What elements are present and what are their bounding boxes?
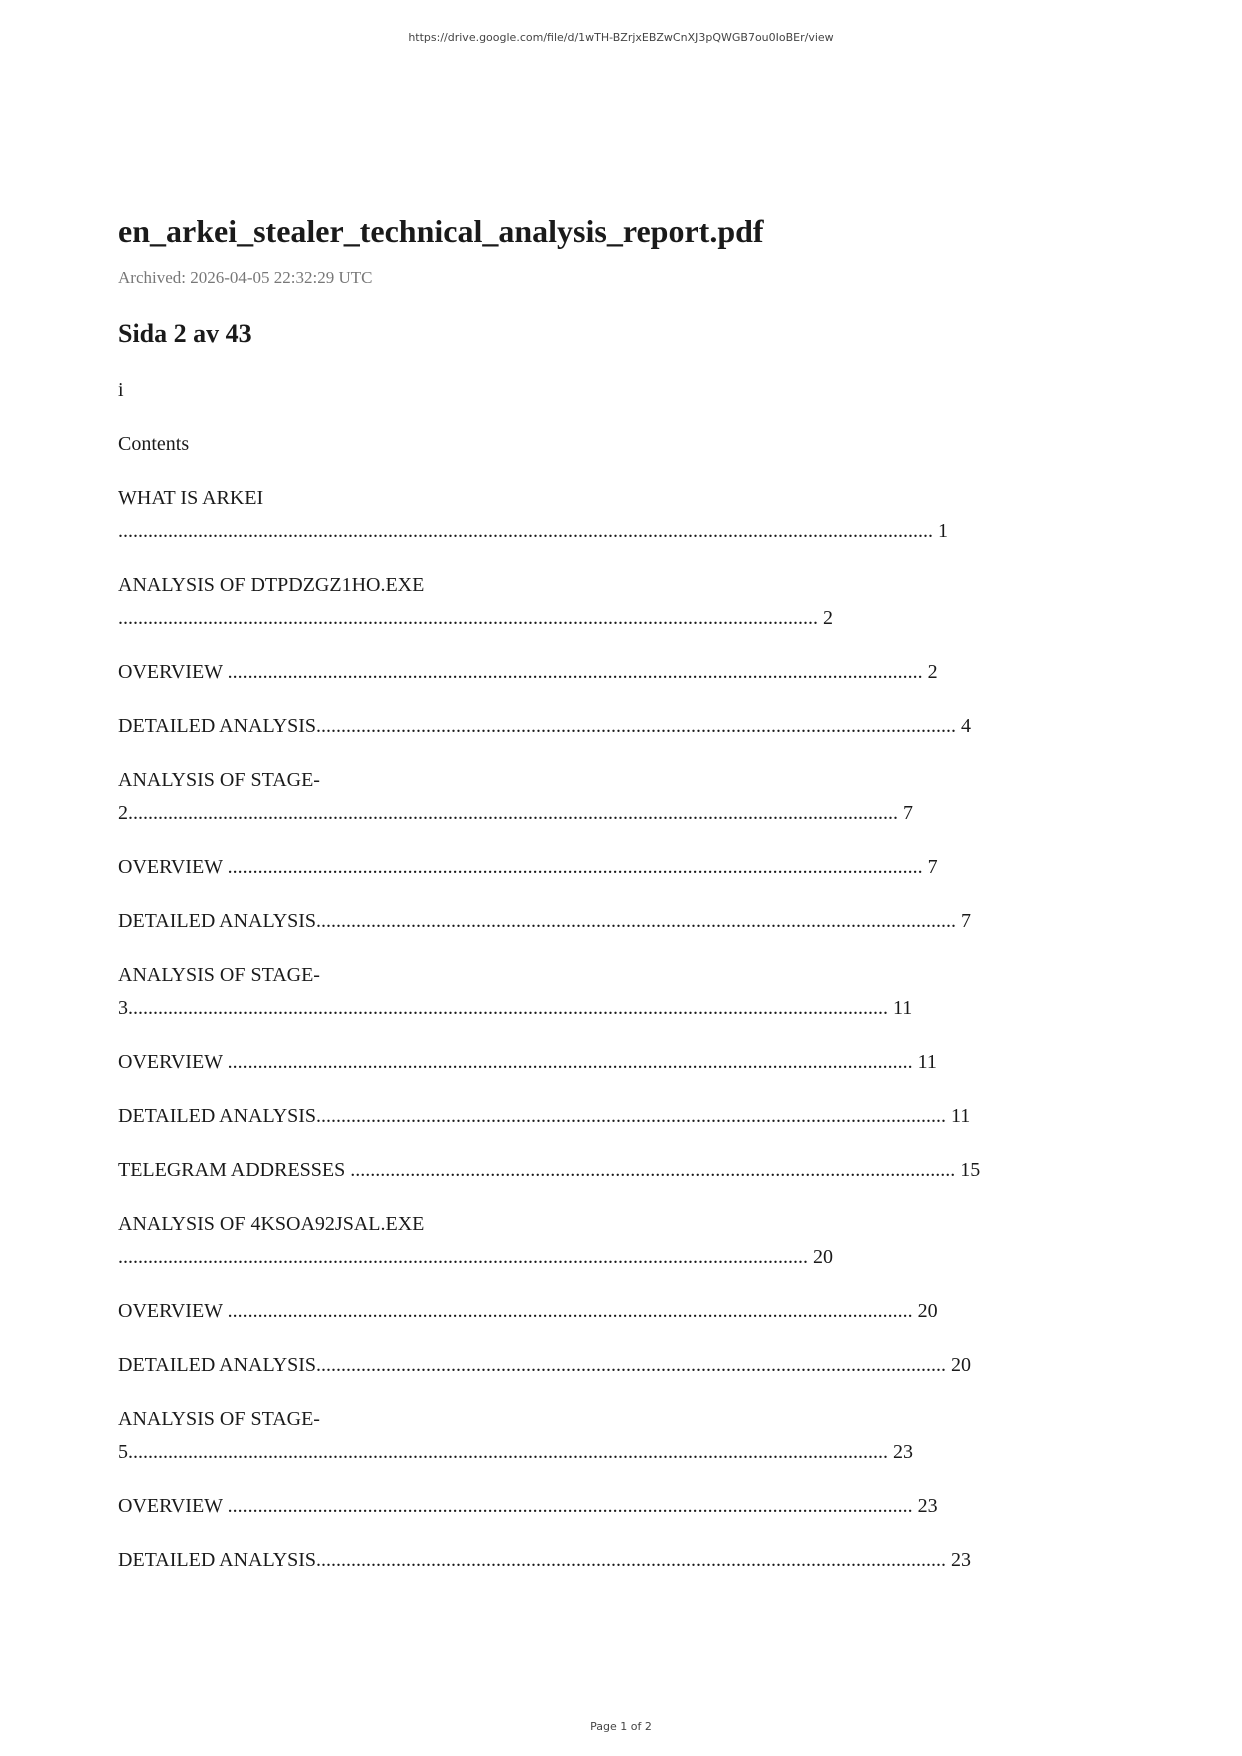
toc-entry: DETAILED ANALYSIS.............................................................................................................................. 11 (118, 1105, 971, 1127)
archived-timestamp: Archived: 2026-04-05 22:32:29 UTC (118, 268, 373, 287)
toc-entry: DETAILED ANALYSIS................................................................................................................................ 4 (118, 715, 972, 737)
toc-entry: DETAILED ANALYSIS................................................................................................................................ 7 (118, 910, 972, 932)
roman-page-number: i (118, 379, 124, 401)
page-indicator: Page 1 of 2 (590, 1720, 652, 1733)
toc-entry: OVERVIEW ........................................................................................................................................... 7 (118, 856, 938, 878)
toc-entry: ANALYSIS OF DTPDZGZ1HO.EXE ............................................................................................................................................ 2 (118, 574, 833, 629)
document-title: en_arkei_stealer_technical_analysis_report.pdf (118, 213, 764, 249)
toc-entry: DETAILED ANALYSIS.............................................................................................................................. 20 (118, 1354, 972, 1376)
toc-entry: OVERVIEW ........................................................................................................................................... 2 (118, 661, 938, 683)
page-heading: Sida 2 av 43 (118, 319, 252, 348)
table-of-contents (118, 482, 1128, 1577)
toc-entry: ANALYSIS OF STAGE- 2.......................................................................................................................................................... 7 (118, 769, 913, 824)
toc-entry: OVERVIEW ......................................................................................................................................... 11 (118, 1051, 937, 1073)
toc-entry: DETAILED ANALYSIS.............................................................................................................................. 23 (118, 1549, 972, 1571)
contents-heading: Contents (118, 433, 190, 455)
toc-entry: OVERVIEW ......................................................................................................................................... 23 (118, 1495, 938, 1517)
toc-entry: ANALYSIS OF STAGE- 5........................................................................................................................................................ 23 (118, 1408, 913, 1463)
toc-entry: ANALYSIS OF STAGE- 3........................................................................................................................................................ 11 (118, 964, 913, 1019)
source-url: https://drive.google.com/file/d/1wTH-BZrjxEBZwCnXJ3pQWGB7ou0IoBEr/view (408, 31, 834, 44)
toc-entry: OVERVIEW ......................................................................................................................................... 20 (118, 1300, 938, 1322)
toc-entry: WHAT IS ARKEI ................................................................................................................................................................... 1 (118, 487, 948, 542)
toc-entry: TELEGRAM ADDRESSES ......................................................................................................................... 15 (118, 1159, 981, 1181)
document-body (118, 208, 1128, 1598)
toc-entry: ANALYSIS OF 4KSOA92JSAL.EXE .......................................................................................................................................... 20 (118, 1213, 833, 1268)
